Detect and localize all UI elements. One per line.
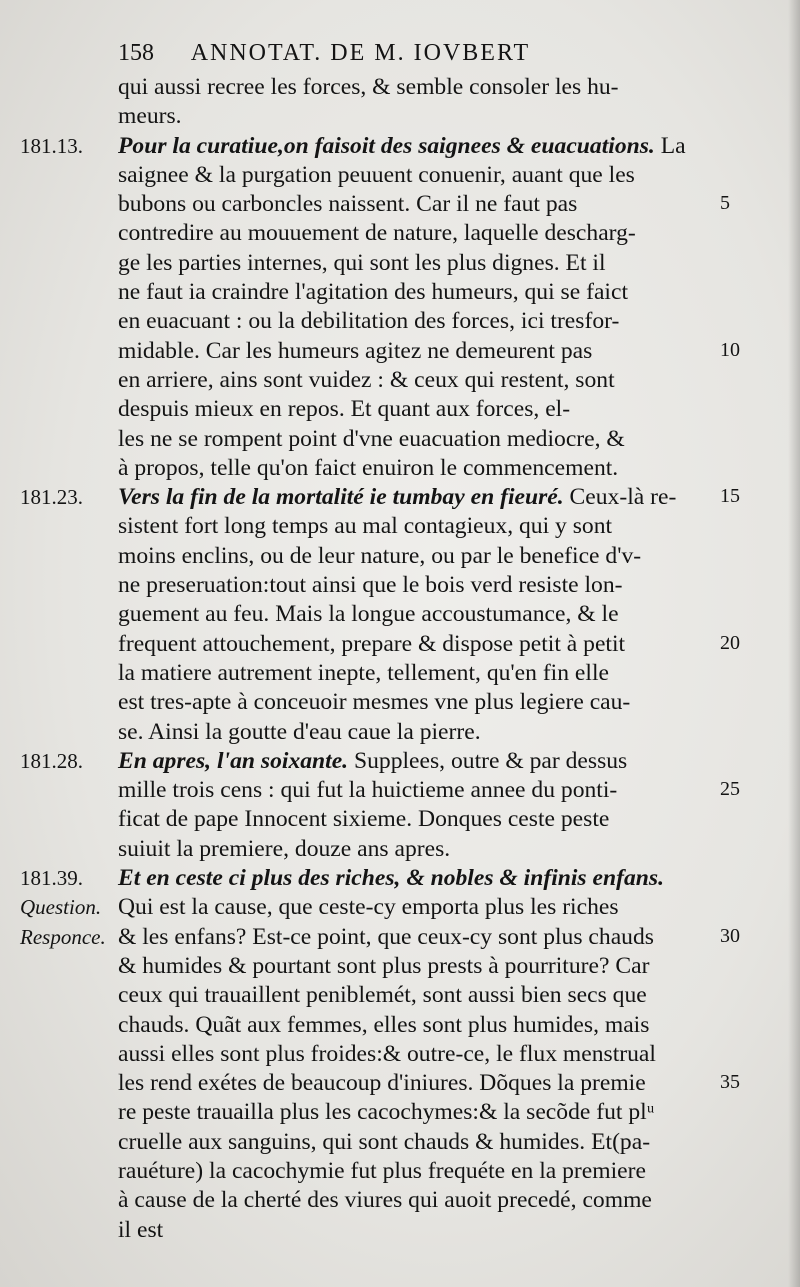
text-line: ceux qui trauaillent peniblemét, sont aussi bien secs que <box>118 982 647 1009</box>
line-number: 10 <box>720 338 740 361</box>
text-line: & les enfans? Est-ce point, que ceux-cy sont plus chauds <box>118 923 654 950</box>
line-number: 30 <box>720 924 740 947</box>
text-line: ne faut ia craindre l'agitation des humeurs, qui se faict <box>118 279 629 306</box>
text-line: sistent fort long temps au mal contagieux, qui y sont <box>118 513 613 540</box>
text-line: re peste trauailla plus les cacochymes:& la secõde fut plᵘ <box>118 1099 655 1126</box>
line-number: 25 <box>720 778 740 801</box>
lemma: Pour la curatiue,on faisoit des saignees & euacuations. <box>118 132 655 159</box>
text-line: qui aussi recree les forces, & semble consoler les hu- <box>118 74 619 100</box>
side-note: Question. <box>20 895 102 920</box>
line-number: 5 <box>720 192 730 215</box>
text-line: se. Ainsi la goutte d'eau caue la pierre. <box>118 718 481 745</box>
page-number: 158 <box>118 40 154 66</box>
text-line: en euacuant : ou la debilitation des forces, ici tresfor- <box>118 308 620 335</box>
text-line: chauds. Quãt aux femmes, elles sont plus humides, mais <box>118 1011 650 1038</box>
text-line: est tres-apte à conceuoir mesmes vne plus legiere cau- <box>118 689 631 716</box>
text-line: frequent attouchement, prepare & dispose petit à petit <box>118 630 626 657</box>
text-line: En apres, l'an soixante. Supplees, outre & par dessus <box>118 747 628 774</box>
page-header <box>118 40 530 67</box>
text-line: moins enclins, ou de leur nature, ou par le benefice d'v- <box>118 542 642 569</box>
text-line: saignee & la purgation peuuent conuenir, auant que les <box>118 161 635 188</box>
text-line: meurs. <box>118 103 182 130</box>
text-line: Qui est la cause, que ceste-cy emporta plus les riches <box>118 894 619 921</box>
text-line: Vers la fin de la mortalité ie tumbay en fieuré. Ceux-là re- <box>118 484 677 511</box>
section-reference: 181.39. <box>20 866 83 891</box>
text-line: mille trois cens : qui fut la huictieme annee du ponti- <box>118 777 618 804</box>
text-line: contredire au mouuement de nature, laquelle descharg- <box>118 220 636 247</box>
text-line: les ne se rompent point d'vne euacuation mediocre, & <box>118 425 625 452</box>
line-number: 35 <box>720 1071 740 1094</box>
line-number: 20 <box>720 631 740 654</box>
text-line: suiuit la premiere, douze ans apres. <box>118 835 451 862</box>
section-reference: 181.28. <box>20 748 83 773</box>
text-line: despuis mieux en repos. Et quant aux forces, el- <box>118 396 571 423</box>
side-note: Responce. <box>20 924 106 949</box>
text-line: ne preseruation:tout ainsi que le bois verd resiste lon- <box>118 572 623 599</box>
text-line: cruelle aux sanguins, qui sont chauds & humides. Et(pa- <box>118 1128 651 1155</box>
text-line: aussi elles sont plus froides:& outre-ce, le flux menstrual <box>118 1040 656 1067</box>
text-line: les rend exétes de beaucoup d'iniures. Dõques la premie <box>118 1070 646 1097</box>
text-line: ge les parties internes, qui sont les plus dignes. Et il <box>118 249 606 276</box>
lemma: Vers la fin de la mortalité ie tumbay en fieuré. <box>118 484 564 511</box>
section-reference: 181.13. <box>20 133 83 158</box>
text-line <box>118 864 726 893</box>
text-line: la matiere autrement inepte, tellement, qu'en fin elle <box>118 659 609 686</box>
text-line: en arriere, ains sont vuidez : & ceux qui restent, sont <box>118 366 615 393</box>
text-line: guement au feu. Mais la longue accoustumance, & le <box>118 601 619 628</box>
text-line: Pour la curatiue,on faisoit des saignees & euacuations. La <box>118 132 686 159</box>
section-reference: 181.23. <box>20 485 83 510</box>
text-line: bubons ou carboncles naissent. Car il ne faut pas <box>118 191 578 218</box>
body-text <box>118 73 726 1245</box>
lemma: En apres, l'an soixante. <box>118 747 349 774</box>
text-line: rauéture) la cacochymie fut plus frequéte en la premiere <box>118 1157 646 1184</box>
text-line: à propos, telle qu'on faict enuiron le commencement. <box>118 454 619 481</box>
lemma: Et en ceste ci plus des riches, & nobles & infinis enfans. <box>118 865 664 892</box>
text-line: & humides & pourtant sont plus prests à pourriture? Car <box>118 952 650 979</box>
line-number: 15 <box>720 485 740 508</box>
text-line: midable. Car les humeurs agitez ne demeurent pas <box>118 337 593 364</box>
text-line: ficat de pape Innocent sixieme. Donques ceste peste <box>118 806 610 833</box>
running-title: ANNOTAT. DE M. IOVBERT <box>190 40 531 66</box>
text-line: à cause de la cherté des viures qui auoit precedé, comme <box>118 1187 652 1214</box>
text-line: il est <box>118 1216 164 1243</box>
